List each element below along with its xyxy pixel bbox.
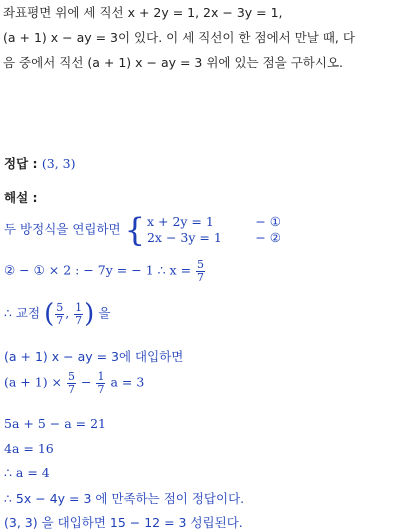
solution-label: 해설 :	[4, 190, 38, 205]
step5-den-2: 7	[97, 382, 105, 396]
answer-line	[4, 154, 75, 172]
solution-step-9: ∴ 5x − 4y = 3 에 만족하는 점이 정답이다.	[4, 491, 245, 506]
step3-post: 을	[98, 305, 111, 321]
fraction-x-den: 7	[197, 270, 205, 284]
left-paren: (	[44, 299, 55, 329]
equation-system	[147, 214, 281, 246]
step5-pre: (a + 1) ×	[4, 374, 63, 390]
step2-text: ② − ① × 2 : − 7y = − 1 ∴ x =	[4, 262, 192, 278]
solution-step-5	[4, 371, 144, 395]
solution-step-3	[4, 301, 110, 327]
point-x-num: 5	[56, 300, 64, 314]
point-y-num: 1	[75, 300, 83, 314]
point-y-fraction	[74, 302, 83, 326]
solution-step-10: (3, 3) 을 대입하면 15 − 12 = 3 성립된다.	[4, 515, 243, 530]
right-paren: )	[84, 299, 95, 329]
fraction-x-num: 5	[197, 258, 205, 271]
step5-num-2: 1	[97, 370, 105, 383]
solution-step-8: ∴ a = 4	[4, 465, 50, 480]
solution-step-4: (a + 1) x − ay = 3에 대입하면	[4, 349, 184, 364]
system-eq-1: x + 2y = 1	[146, 214, 214, 229]
system-brace: {	[124, 211, 145, 249]
problem-line-2: (a + 1) x − ay = 3이 있다. 이 세 직선이 한 점에서 만날 때, 다	[3, 30, 355, 45]
point-y-den: 7	[75, 313, 83, 327]
step5-fraction-1	[67, 371, 76, 395]
solution-step-6: 5a + 5 − a = 21	[4, 416, 106, 431]
point-x-fraction	[55, 302, 64, 326]
problem-line-3: 음 중에서 직선 (a + 1) x − ay = 3 위에 있는 점을 구하시오.	[3, 55, 343, 70]
step5-num-1: 5	[68, 370, 76, 383]
system-row-2	[147, 230, 281, 246]
answer-label: 정답 :	[4, 156, 42, 171]
system-tag-1: − ①	[255, 214, 281, 229]
step5-fraction-2	[96, 371, 105, 395]
step1-text: 두 방정식을 연립하면	[4, 221, 121, 237]
answer-value: (3, 3)	[41, 156, 76, 171]
point-comma: ,	[65, 305, 74, 321]
problem-line-1: 좌표평면 위에 세 직선 x + 2y = 1, 2x − 3y = 1,	[3, 5, 283, 20]
system-row-1	[147, 214, 281, 230]
system-tag-2: − ②	[255, 230, 281, 245]
step5-den-1: 7	[68, 382, 76, 396]
step5-post: a = 3	[110, 374, 145, 390]
fraction-x	[196, 259, 205, 283]
system-eq-2: 2x − 3y = 1	[146, 230, 222, 245]
point-x-den: 7	[56, 313, 64, 327]
solution-step-2	[4, 259, 206, 283]
step5-mid: −	[81, 374, 92, 390]
solution-step-1	[4, 211, 281, 249]
solution-step-7: 4a = 16	[4, 441, 54, 456]
step3-text: ∴ 교점	[4, 305, 41, 321]
